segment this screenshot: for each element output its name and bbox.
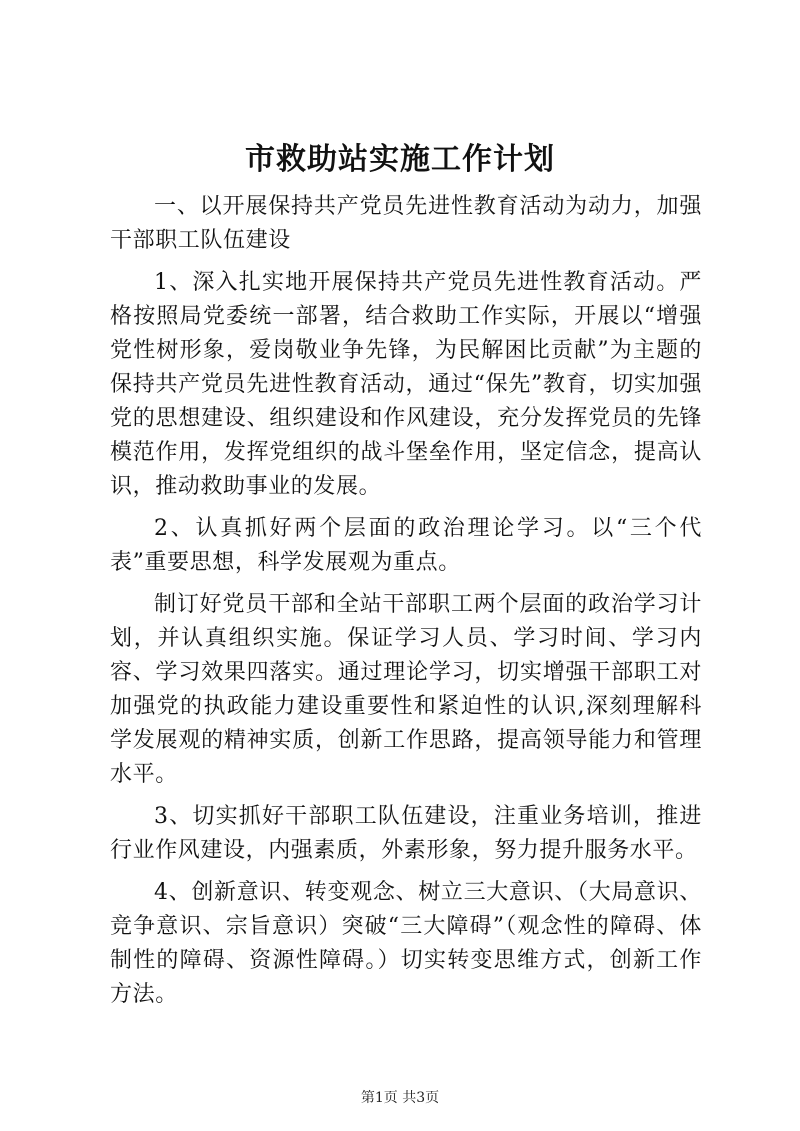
paragraph-item-4: 4、创新意识、转变观念、树立三大意识、（大局意识、竞争意识、宗旨意识）突破“三大障碍”（观念性的障碍、体制性的障碍、资源性障碍。）切实转变思维方式，创新工作方法。 (110, 880, 702, 1007)
section-heading-1: 一、以开展保持共产党员先进性教育活动为动力，加强干部职工队伍建设 (110, 194, 702, 253)
paragraph-item-1: 1、深入扎实地开展保持共产党员先进性教育活动。严格按照局党委统一部署，结合救助工作实际，开展以“增强党性树形象，爱岗敬业争先锋，为民解困比贡献”为主题的保持共产党员先进性教育活动，通过“保先”教育，切实加强党的思想建设、组织建设和作风建设，充分发挥党员的先锋模范作用，发挥党组织的战斗堡垒作用，坚定信念，提高认识，推动救助事业的发展。 (110, 270, 702, 499)
paragraph-study-plan: 制订好党员干部和全站干部职工两个层面的政治学习计划，并认真组织实施。保证学习人员、学习时间、学习内容、学习效果四落实。通过理论学习，切实增强干部职工对加强党的执政能力建设重要性和紧迫性的认识,深刻理解科学发展观的精神实质，创新工作思路，提高领导能力和管理水平。 (110, 592, 702, 787)
page-footer: 第1页 共3页 (360, 1090, 440, 1106)
paragraph-item-2: 2、认真抓好两个层面的政治理论学习。以“三个代表”重要思想，科学发展观为重点。 (110, 516, 702, 575)
document-body (110, 190, 702, 1020)
paragraph-item-3: 3、切实抓好干部职工队伍建设，注重业务培训，推进行业作风建设，内强素质，外素形象，努力提升服务水平。 (110, 804, 702, 863)
document-title: 市救助站实施工作计划 (245, 142, 555, 177)
